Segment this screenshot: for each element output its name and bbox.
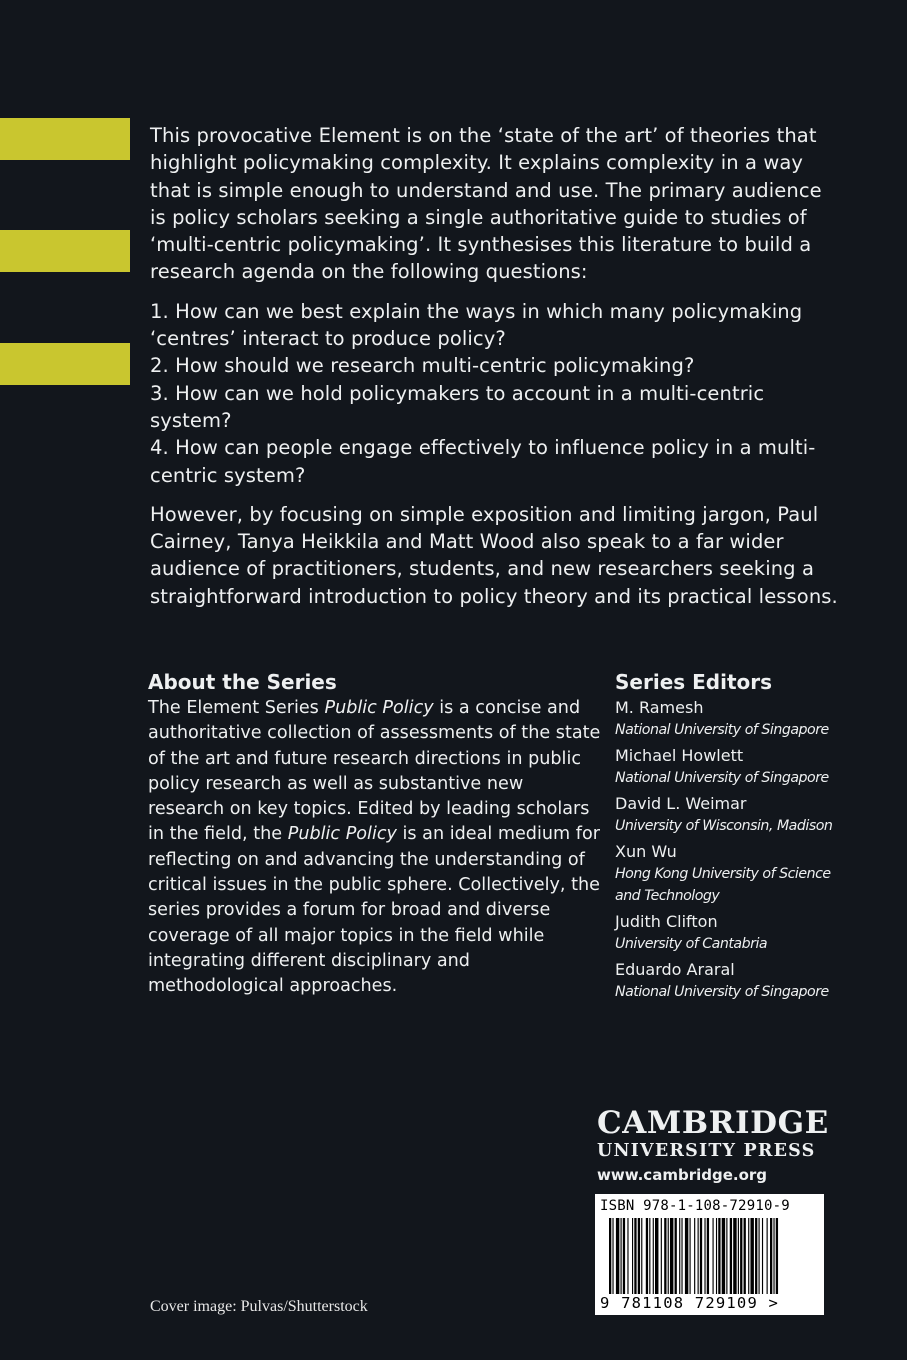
editor-name: Eduardo Araral (615, 960, 735, 979)
editor-name: Michael Howlett (615, 746, 744, 765)
barcode-bar (770, 1218, 772, 1296)
editor-affiliation: University of Cantabria (615, 936, 768, 952)
barcode-bar (716, 1218, 717, 1296)
series-editors (615, 668, 855, 1006)
editor-entry (615, 744, 855, 789)
about-text-part: is an ideal medium for reflecting on and advancing the understanding of critical issues in the public sphere. Collectively, the series provides a forum for broad and diverse coverage of all major topics in the field while integrating different disciplinary and methodological approaches. (148, 824, 600, 997)
barcode-bar (744, 1218, 746, 1296)
editor-affiliation: National University of Singapore (615, 770, 829, 786)
barcode-bar (713, 1218, 714, 1296)
editor-entry (615, 792, 855, 837)
ean-digits: 9 781108 729109 > (600, 1294, 780, 1312)
editor-entry (615, 958, 855, 1003)
barcode-bar (704, 1218, 705, 1296)
editor-affiliation: University of Wisconsin, Madison (615, 818, 833, 834)
accent-bar-3 (0, 343, 130, 385)
barcode-bar (740, 1218, 742, 1296)
editor-name: Judith Clifton (615, 912, 718, 931)
book-blurb (150, 122, 840, 622)
barcode-bar (661, 1218, 662, 1296)
barcode-bar (646, 1218, 648, 1296)
publisher-website: www.cambridge.org (597, 1166, 768, 1184)
editor-name: Xun Wu (615, 842, 677, 861)
barcode-bar (623, 1218, 625, 1296)
barcode-bar (668, 1218, 669, 1296)
question-item: 3. How can we hold policymakers to account in a multi-centric system? (150, 381, 765, 432)
isbn-label: ISBN 978-1-108-72910-9 (600, 1198, 790, 1214)
barcode-bar (748, 1218, 749, 1296)
publisher-subname: UNIVERSITY PRESS (597, 1141, 816, 1161)
barcode-bar (773, 1218, 774, 1296)
barcode-bar (675, 1218, 677, 1296)
editor-name: M. Ramesh (615, 698, 704, 717)
barcode-bar (653, 1218, 654, 1296)
barcode-bar (679, 1218, 680, 1296)
barcode-bar (632, 1218, 633, 1296)
about-text-part: is a concise and authoritative collection of assessments of the state of the art and future research directions in public policy research as well as substantive new research on key topics. Edited by leading scholars in the field, the (148, 698, 601, 845)
barcode-bar (627, 1218, 628, 1296)
barcode-bar (730, 1218, 732, 1296)
blurb-paragraph-intro: This provocative Element is on the ‘state of the art’ of theories that highlight policymaking complexity. It explains complexity in a way that is simple enough to understand and use. The primary audience is policy scholars seeking a single authoritative guide to studies of ‘multi-centric policymaking’. It synthesises this literature to build a research agenda on the following questions: (150, 124, 822, 284)
barcode-bar (649, 1218, 650, 1296)
barcode-bar (762, 1218, 763, 1296)
barcode-bar (638, 1218, 640, 1296)
barcode-bar (641, 1218, 642, 1296)
blurb-paragraph-audience: However, by focusing on simple exposition and limiting jargon, Paul Cairney, Tanya Heikkila and Matt Wood also speak to a far wider audience of practitioners, students, and new researchers seeking a straightforward introduction to policy theory and its practical lessons. (150, 502, 838, 608)
barcode-bar (685, 1218, 688, 1296)
editor-name: David L. Weimar (615, 794, 747, 813)
series-title: Public Policy (324, 698, 434, 718)
series-title: Public Policy (287, 824, 397, 845)
barcode-bar (738, 1218, 739, 1296)
editor-entry (615, 910, 855, 955)
about-heading: About the Series (148, 670, 337, 694)
editor-affiliation: Hong Kong University of Science and Technology (615, 866, 831, 904)
editors-heading: Series Editors (615, 670, 773, 694)
barcode-bar (609, 1218, 611, 1296)
barcode-bar (750, 1218, 753, 1296)
editor-affiliation: National University of Singapore (615, 722, 829, 738)
question-item: 4. How can people engage effectively to influence policy in a multi-centric system? (150, 436, 816, 487)
about-the-series (148, 668, 603, 1000)
barcode-bar (776, 1218, 778, 1296)
editor-entry (615, 840, 855, 907)
question-item: 2. How should we research multi-centric policymaking? (150, 354, 695, 378)
barcode-bar (759, 1218, 760, 1296)
barcode-bar (726, 1218, 727, 1296)
barcode-bar (670, 1218, 673, 1296)
accent-bar-1 (0, 118, 130, 160)
barcode-bar (664, 1218, 666, 1296)
barcode-bar (612, 1218, 613, 1296)
barcode-bar (655, 1218, 658, 1296)
barcode-bar (767, 1218, 768, 1296)
about-text-part: The Element Series (148, 698, 325, 718)
barcode-bar (722, 1218, 725, 1296)
barcode-bar (707, 1218, 709, 1296)
barcode-bar (694, 1218, 695, 1296)
isbn-barcode (595, 1194, 824, 1315)
editor-affiliation: National University of Singapore (615, 984, 829, 1000)
barcode-bar (755, 1218, 757, 1296)
barcode-bar (700, 1218, 702, 1296)
publisher-name: CAMBRIDGE (597, 1105, 829, 1141)
barcode-bar (621, 1218, 622, 1296)
publisher-logo (597, 1106, 827, 1185)
barcode-bar (681, 1218, 682, 1296)
editor-entry (615, 696, 855, 741)
barcode-bar (690, 1218, 691, 1296)
cover-image-credit: Cover image: Pulvas/Shutterstock (150, 1298, 368, 1315)
barcode-bar (718, 1218, 720, 1296)
barcode-bar (616, 1218, 619, 1296)
question-item: 1. How can we best explain the ways in which many policymaking ‘centres’ interact to produce policy? (150, 299, 803, 351)
about-text (148, 696, 603, 1000)
barcode-bar (698, 1218, 699, 1296)
accent-bar-2 (0, 230, 130, 272)
barcode-bar (634, 1218, 636, 1296)
barcode-bar (733, 1218, 736, 1296)
blurb-questions (150, 298, 840, 489)
